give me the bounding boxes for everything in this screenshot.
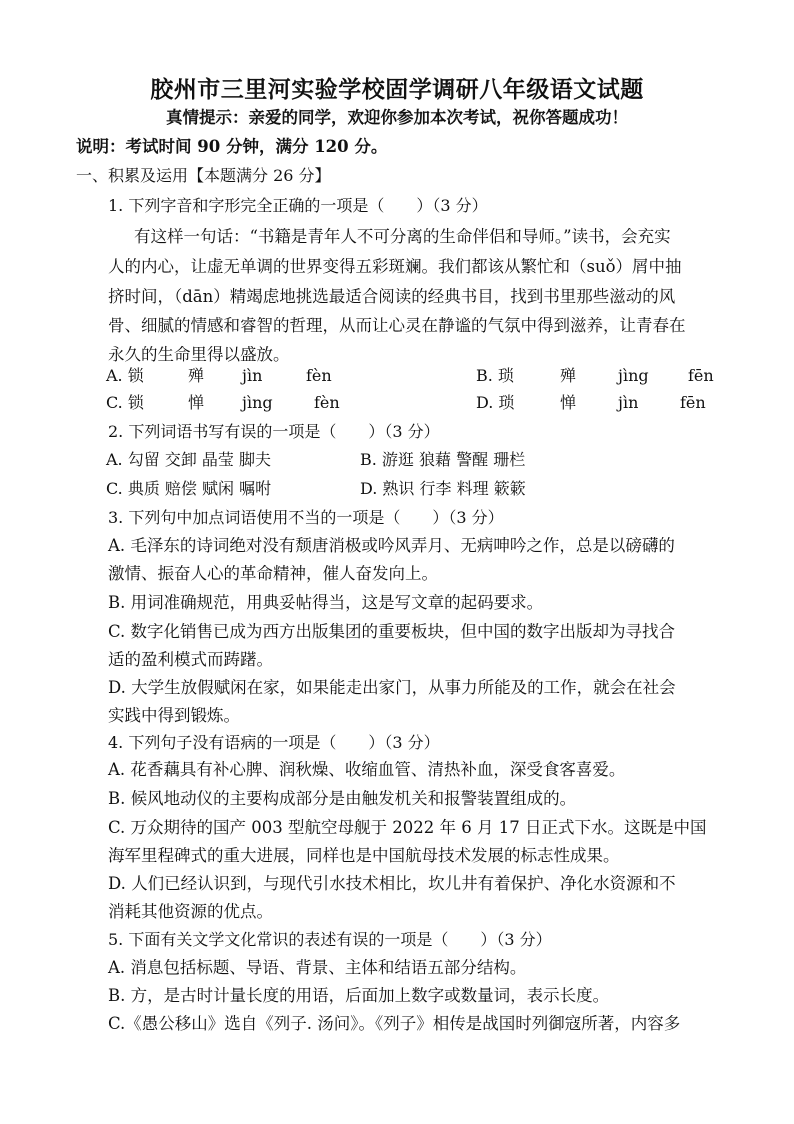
q1-option-a-char2: 殚 [188, 366, 205, 385]
q4-option-line: B. 候风地动仪的主要构成部分是由触发机关和报警装置组成的。 [108, 789, 577, 808]
q1-option-d-pinyin1: jìn [618, 393, 639, 412]
q1-option-a-pinyin2: fèn [306, 366, 332, 385]
q4-option-line: D. 人们已经认识到，与现代引水技术相比，坎儿井有着保护、净化水资源和不 [108, 874, 676, 893]
q1-option-a-char1: A. 锁 [106, 366, 144, 385]
q2-option-b: B. 游逛 狼藉 警醒 珊栏 [360, 450, 526, 469]
q2-option-a: A. 勾留 交卸 晶莹 脚夫 [106, 450, 271, 469]
q1-passage-line: 有这样一句话：“书籍是青年人不可分离的生命伴侣和导师。”读书，会充实 [134, 227, 671, 246]
question-1-stem: 1. 下列字音和字形完全正确的一项是（ ）（3 分） [108, 196, 488, 215]
q1-passage-line: 永久的生命里得以盛放。 [108, 345, 290, 364]
q3-option-line: A. 毛泽东的诗词绝对没有颓唐消极或吟风弄月、无病呻吟之作，总是以磅礴的 [108, 536, 675, 555]
q3-option-line: 适的盈利模式而踌躇。 [108, 650, 273, 669]
q4-option-line: A. 花香藕具有补心脾、润秋燥、收缩血管、清热补血，深受食客喜爱。 [108, 760, 626, 779]
q3-option-line: C. 数字化销售已成为西方出版集团的重要板块，但中国的数字出版却为寻找合 [108, 622, 676, 641]
q1-option-a-pinyin1: jìn [242, 366, 263, 385]
question-4-stem: 4. 下列句子没有语病的一项是（ ）（3 分） [108, 733, 440, 752]
question-2-stem: 2. 下列词语书写有误的一项是（ ）（3 分） [108, 422, 440, 441]
q5-option-line: C.《愚公移山》选自《列子. 汤问》。《列子》相传是战国时列御寇所著，内容多 [108, 1014, 681, 1033]
exam-instructions: 说明：考试时间 90 分钟，满分 120 分。 [76, 137, 388, 156]
q3-option-line: D. 大学生放假赋闲在家，如果能走出家门，从事力所能及的工作，就会在社会 [108, 678, 676, 697]
q3-option-line: B. 用词准确规范，用典妥帖得当，这是写文章的起码要求。 [108, 593, 544, 612]
question-3-stem: 3. 下列句中加点词语使用不当的一项是（ ）（3 分） [108, 508, 504, 527]
q1-option-c-pinyin1: jìng [242, 393, 273, 412]
q5-option-line: B. 方，是古时计量长度的用语，后面加上数字或数量词，表示长度。 [108, 986, 610, 1005]
section-heading: 一、积累及运用【本题满分 26 分】 [76, 166, 331, 185]
q3-option-line: 实践中得到锻炼。 [108, 706, 240, 725]
q4-option-line: C. 万众期待的国产 003 型航空母舰于 2022 年 6 月 17 日正式下水。这既是中国 [108, 818, 707, 837]
q1-option-b-char2: 殚 [560, 366, 577, 385]
q4-option-line: 海军里程碑式的重大进展，同样也是中国航母技术发展的标志性成果。 [108, 846, 620, 865]
page-title: 胶州市三里河实验学校固学调研八年级语文试题 [150, 76, 644, 103]
q1-option-b-pinyin2: fēn [688, 366, 714, 385]
q1-option-b-pinyin1: jìng [618, 366, 649, 385]
q1-option-c-char1: C. 锁 [106, 393, 144, 412]
q5-option-line: A. 消息包括标题、导语、背景、主体和结语五部分结构。 [108, 958, 527, 977]
q3-option-line: 激情、振奋人心的革命精神，催人奋发向上。 [108, 564, 438, 583]
question-5-stem: 5. 下面有关文学文化常识的表述有误的一项是（ ）（3 分） [108, 930, 552, 949]
q1-option-c-char2: 惮 [188, 393, 205, 412]
exam-tips: 真情提示：亲爱的同学，欢迎你参加本次考试，祝你答题成功！ [166, 108, 628, 127]
q1-passage-line: 骨、细腻的情感和睿智的哲理，从而让心灵在静谧的气氛中得到滋养，让青春在 [108, 316, 686, 335]
q1-passage-line: 挤时间，（dān）精竭虑地挑选最适合阅读的经典书目，找到书里那些滋动的风 [108, 287, 676, 306]
q1-option-d-pinyin2: fēn [680, 393, 706, 412]
q1-option-d-char1: D. 琐 [476, 393, 515, 412]
q1-option-b-char1: B. 琐 [476, 366, 514, 385]
q2-option-d: D. 熟识 行李 料理 簌簌 [360, 479, 526, 498]
q1-option-c-pinyin2: fèn [314, 393, 340, 412]
q2-option-c: C. 典质 赔偿 赋闲 嘱咐 [106, 479, 272, 498]
q1-passage-line: 人的内心，让虚无单调的世界变得五彩斑斓。我们都该从繁忙和（suǒ）屑中抽 [108, 257, 682, 276]
q4-option-line: 消耗其他资源的优点。 [108, 902, 273, 921]
q1-option-d-char2: 惮 [560, 393, 577, 412]
